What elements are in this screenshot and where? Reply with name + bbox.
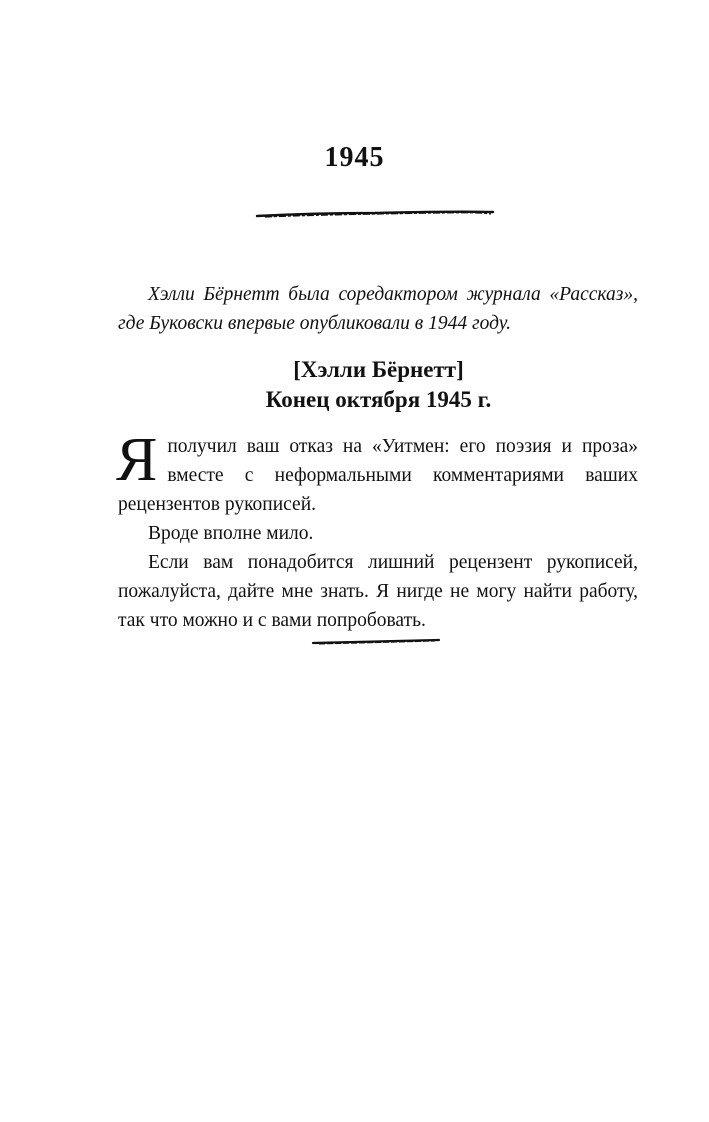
letter-heading xyxy=(0,355,709,415)
letter-body xyxy=(116,426,638,635)
letter-recipient: [Хэлли Бёрнетт] xyxy=(293,357,464,382)
ornamental-rule-bottom xyxy=(311,634,441,650)
letter-paragraph: Если вам понадобится лишний рецензент рукописей, пожалуйста, дайте мне знать. Я нигде не могу найти работу, так что можно и с вами попробовать. xyxy=(118,552,638,631)
letter-paragraph xyxy=(116,426,638,519)
letter-paragraph: Вроде вполне мило. xyxy=(148,523,314,544)
ornamental-rule-top xyxy=(255,204,495,224)
chapter-intro-note: Хэлли Бёрнетт была соредактором журнала «Рассказ», где Буковски впервые опубликовали в 1944 году. xyxy=(118,284,638,334)
letter-date: Конец октября 1945 г. xyxy=(265,387,492,412)
drop-cap: Я xyxy=(116,426,158,494)
chapter-year-heading: 1945 xyxy=(324,142,385,173)
letter-paragraph-text: получил ваш отказ на «Уитмен: его поэзия и проза» вместе с неформальными комментариями ваших рецензентов рукописей. xyxy=(118,436,638,515)
